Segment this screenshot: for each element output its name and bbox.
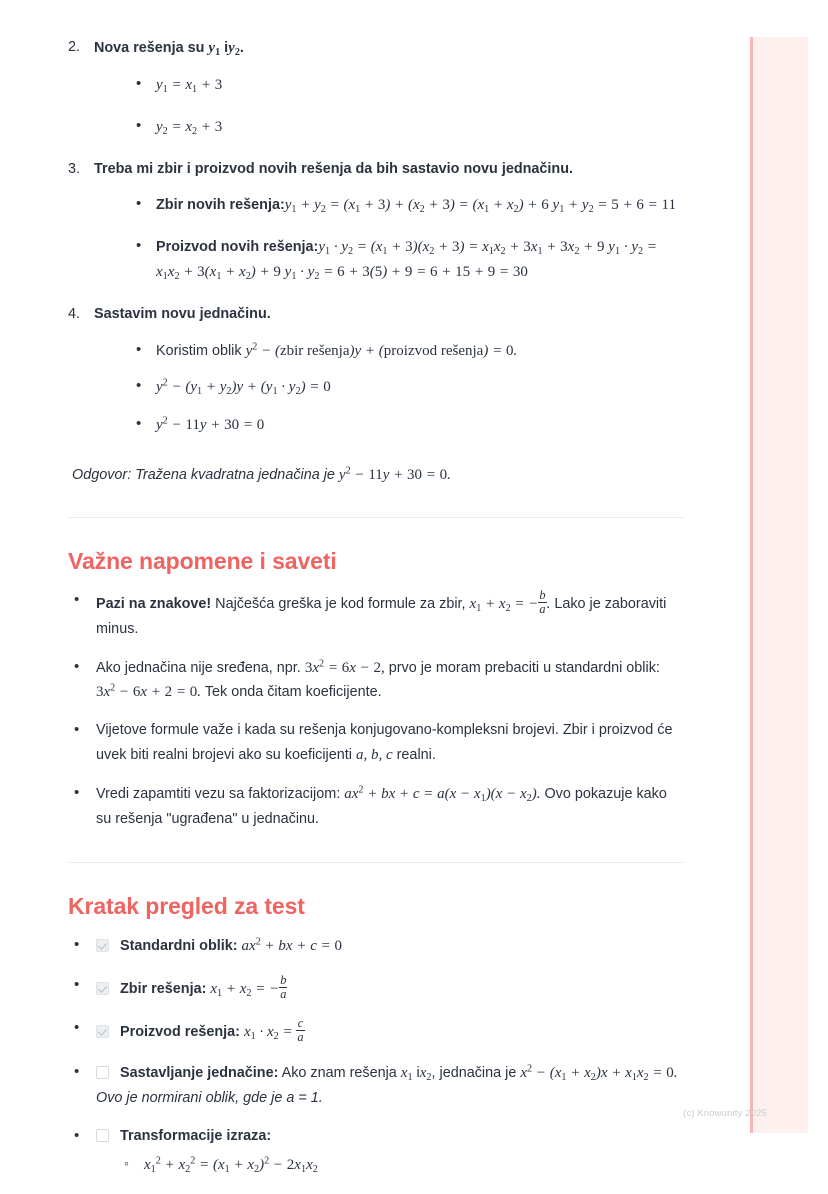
step-title: Treba mi zbir i proizvod novih rešenja da bih sastavio novu jednačinu.: [94, 161, 573, 178]
spacer: [68, 832, 684, 862]
equation: $x_1 \cdot x_2$ = $\frac{c}{a}$: [243, 1016, 304, 1045]
answer-equation: $y^2 - 11y + 30 = 0$.: [338, 465, 451, 483]
equation: $y^2$ − (zbir rešenja)y + (proizvod rešenja) = 0.: [245, 341, 518, 359]
note-text: Lako je zaboraviti minus.: [96, 595, 667, 637]
note-text: realni.: [396, 747, 436, 764]
checklist-text: jednačina je: [439, 1064, 517, 1081]
note-text: Vijetove formule važe i kada su rešenja konjugovano-kompleksni brojevi. Zbir i proizvod će uvek biti realni brojevi ako su koeficijenti: [96, 722, 673, 764]
step-title: Nova rešenja su $y_1$ $iy_2$.: [94, 40, 244, 58]
checklist-text: Ako znam rešenja: [281, 1064, 397, 1081]
notes-section-heading: Važne napomene i saveti: [68, 548, 337, 575]
equation: $y^2 - 11y + 30 = 0$: [156, 415, 265, 433]
note-text: Tek onda čitam koeficijente.: [204, 684, 382, 701]
checklist-label: Transformacije izraza:: [120, 1128, 272, 1145]
checklist-label: Sastavljanje jednačine:: [120, 1064, 279, 1081]
spacer: [68, 487, 684, 517]
equation: $x_1 + x_2$ = − $\frac{b}{a}$: [210, 972, 287, 1001]
sub-bullet-item: [122, 1153, 684, 1178]
checklist-label: Standardni oblik:: [120, 937, 238, 954]
step-title-math-2: $y_2$: [228, 40, 240, 58]
checkbox-checked-icon[interactable]: [96, 982, 109, 995]
note-item: [72, 656, 684, 706]
bullet-item: [134, 413, 684, 437]
copyright-watermark: (c) Knowunity 2025: [683, 1108, 768, 1119]
note-emphasis: Pazi na znakove!: [96, 595, 212, 612]
step-title: Sastavim novu jednačinu.: [94, 306, 271, 323]
note-item: [72, 782, 684, 832]
review-checklist: [68, 934, 684, 1179]
equation: $y_1 = x_1 + 3$: [156, 77, 223, 96]
bullet-item: [134, 375, 684, 400]
bullet-label: Proizvod novih rešenja:: [156, 238, 319, 255]
equation: $3x^2 = 6x - 2$,: [304, 658, 385, 676]
equation: $y_1 \cdot y_2 = (x_1 + 3)(x_2 + 3) = x_1x_2 + 3x_1 + 3x_2 + 9$ $y_1 \cdot y_2 = x_1x_2 + 3(x_1 + x_2) + 9$ $y_1 \cdot y_2 = 6 + 3(5) + 9 = 6 + 15 + 9 = 30$: [156, 238, 657, 282]
step-number: 2.: [68, 39, 81, 55]
bullet-item: [134, 235, 684, 286]
note-item: [72, 589, 684, 641]
note-text: Vredi zapamtiti vezu sa faktorizacijom:: [96, 786, 341, 803]
step-3-bullets: [94, 193, 684, 285]
step-2-bullets: [94, 73, 684, 140]
equation: $y^2 - (y_1 + y_2)y + (y_1 \cdot y_2) = 0$: [156, 377, 331, 397]
step-title-math: $y_1$: [208, 40, 221, 58]
equation: $x_2$: [419, 1064, 432, 1083]
equation: $x_1 + x_2$ = − $\frac{b}{a}$ .: [469, 588, 551, 617]
checklist-item: [72, 974, 684, 1003]
checklist-label: Proizvod rešenja:: [120, 1024, 240, 1041]
checkbox-checked-icon[interactable]: [96, 1025, 109, 1038]
checklist-italic-tail: Ovo je normirani oblik, gde je a = 1.: [96, 1089, 323, 1106]
note-text: prvo je moram prebaciti u standardni oblik:: [388, 659, 660, 676]
equation: $x_1$: [400, 1064, 413, 1083]
bullet-item: [134, 73, 684, 98]
answer-line: [72, 463, 684, 487]
note-text: Najčešća greška je kod formule za zbir,: [215, 595, 466, 612]
step-number: 4.: [68, 306, 81, 323]
spacer: [68, 863, 684, 893]
review-section-heading: Kratak pregled za test: [68, 892, 305, 919]
equation: $x_1^2 + x_2^2 = (x_1 + x_2)^2 - 2x_1x_2$: [144, 1156, 318, 1176]
equation: $3x^2 - 6x + 2 = 0$.: [96, 683, 202, 701]
checklist-sub-list: [96, 1153, 684, 1178]
checklist-item: [72, 1017, 684, 1046]
bullet-text: Koristim oblik: [156, 342, 242, 359]
spacer: [68, 518, 684, 548]
note-item: [72, 719, 684, 768]
checklist-label: Zbir rešenja:: [120, 980, 207, 997]
step-item-2: [68, 36, 684, 140]
checklist-item: • Sastavljanje jednačine: Ako znam rešenja $x_1$ $ix_2$, jednačina je $x^2 - (x_1 + x_2)x + x_1x_2 = 0$. Ovo je normirani oblik, gde je a = 1.: [72, 1061, 684, 1111]
equation: $x^2 - (x_1 + x_2)x + x_1x_2 = 0$.: [520, 1063, 678, 1083]
answer-prefix: Odgovor: Tražena kvadratna jednačina je: [72, 466, 335, 483]
checklist-item: [72, 934, 684, 959]
bullet-label: Zbir novih rešenja:: [156, 197, 285, 214]
checkbox-checked-icon[interactable]: [96, 939, 109, 952]
note-text: Ako jednačina nije sređena, npr.: [96, 659, 301, 676]
bullet-item: [134, 193, 684, 218]
note-text: Ovo pokazuje kako su rešenja "ugrađena" u jednačinu.: [96, 786, 667, 827]
solution-steps: [68, 36, 684, 437]
page-side-band: [750, 37, 808, 1133]
step-item-3: [68, 158, 684, 285]
notes-list: [68, 589, 684, 832]
step-number: 3.: [68, 161, 81, 178]
step-4-bullets: [94, 339, 684, 437]
bullet-item: [134, 115, 684, 140]
equation: $y_1 + y_2 = (x_1 + 3) + (x_2 + 3) = (x_1 + x_2) + 6$ $y_1 + y_2 = 5 + 6 = 11$: [284, 197, 676, 216]
equation: $ax^2$ + bx + c = 0: [241, 936, 342, 954]
checkbox-unchecked-icon[interactable]: [96, 1066, 109, 1079]
bullet-item: [134, 339, 684, 363]
equation: a, b, c: [355, 747, 393, 764]
equation: $ax^2$ + bx + $c = a(x - x_1)(x - x_2)$.: [344, 784, 541, 805]
step-item-4: [68, 303, 684, 436]
checkbox-unchecked-icon[interactable]: [96, 1129, 109, 1142]
equation: $y_2 = x_2 + 3$: [156, 118, 223, 137]
